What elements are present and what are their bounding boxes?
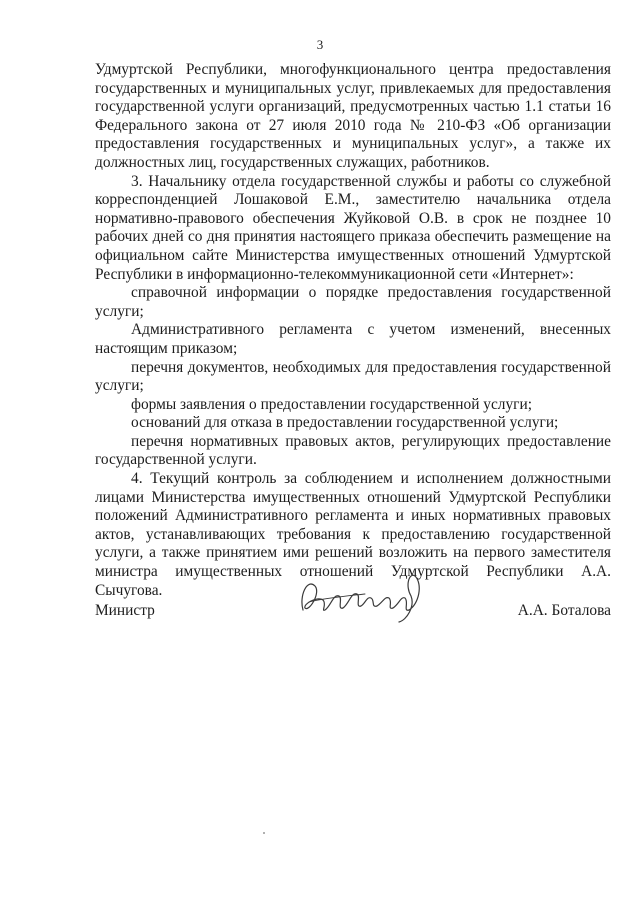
signatory-role: Министр	[95, 602, 155, 619]
list-item-refusal-grounds: оснований для отказа в предоставлении государственной услуги;	[131, 414, 559, 432]
list-item-legal-acts: перечня нормативных правовых актов, регулирующих предоставление государственной услуги.	[95, 432, 611, 469]
document-body	[95, 61, 611, 600]
page-number: 3	[316, 37, 324, 52]
list-item-application-form: формы заявления о предоставлении государственной услуги;	[131, 395, 533, 413]
list-item-reference-info: справочной информации о порядке предоставления государственной услуги;	[95, 284, 611, 320]
paragraph-continuation: Удмуртской Республики, многофункционального центра предоставления государственных и муниципальных услуг, привлекаемых для предоставления государственной услуги организаций, предусмотренных частью 1.1 статьи 16 Федерального закона от 27 июля 2010 года № 210-ФЗ «Об организации предоставления государственных и муниципальных услуг», а также их должностных лиц, государственных служащих, работников.	[95, 61, 611, 171]
paragraph-item-3: 3. Начальнику отдела государственной службы и работы со служебной корреспонденцией Лошаковой Е.М., заместителю начальника отдела нормативно-правового обеспечения Жуйковой О.В. в срок не позднее 10 рабочих дней со дня принятия настоящего приказа обеспечить размещение на официальном сайте Министерства имущественных отношений Удмуртской Республики в информационно-телекоммуникационной сети «Интернет»:	[95, 172, 611, 283]
scan-speck	[263, 832, 265, 834]
list-item-documents-list: перечня документов, необходимых для предоставления государственной услуги;	[95, 358, 611, 395]
paragraph-item-4: 4. Текущий контроль за соблюдением и исполнением должностными лицами Министерства имущественных отношений Удмуртской Республики положений Административного регламента и иных нормативных правовых актов, устанавливающих требования к предоставлению государственной услуги, а также принятием ими решений возложить на первого заместителя министра имущественных отношений Удмуртской Республики А.А. Сычугова.	[95, 470, 611, 599]
signature-block	[95, 588, 611, 648]
handwritten-signature	[295, 566, 435, 624]
signatory-name: А.А. Боталова	[517, 602, 611, 619]
list-item-regulation: Административного регламента с учетом изменений, внесенных настоящим приказом;	[95, 321, 611, 357]
